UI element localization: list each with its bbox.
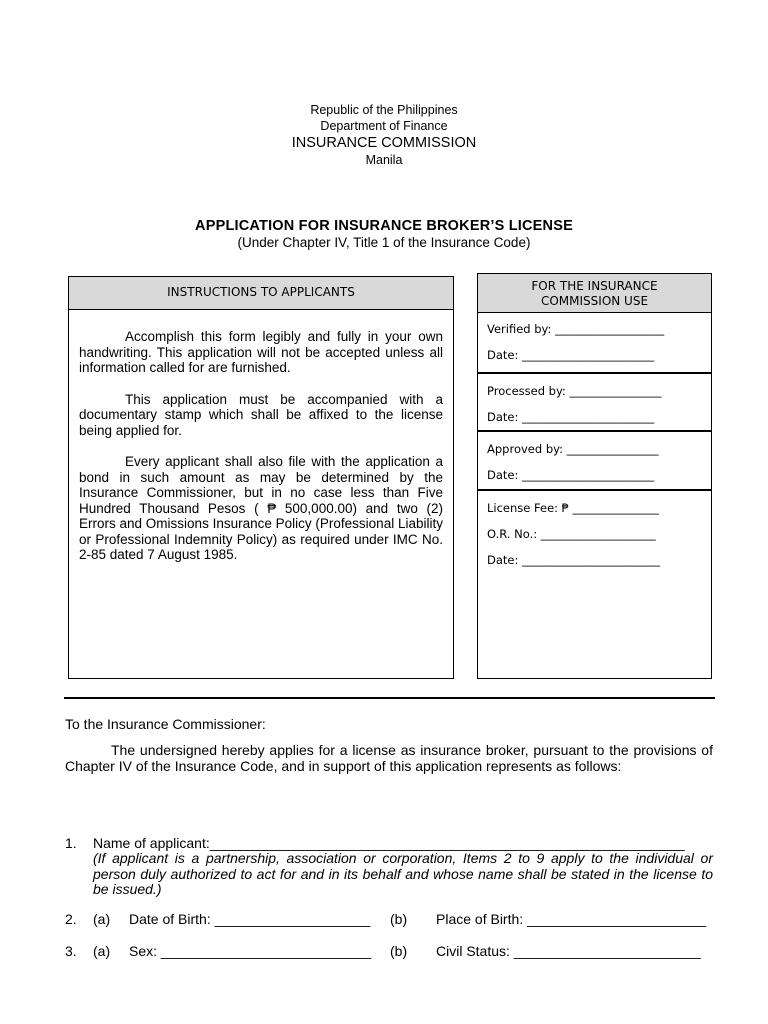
intro-paragraph: The undersigned hereby applies for a license as insurance broker, pursuant to the provisions of Chapter IV of the Insurance Code, and in support of this application represents as follows:: [65, 742, 713, 774]
verified-by-field[interactable]: Verified by: ___________________: [487, 322, 665, 336]
item-number: 1.: [65, 835, 77, 851]
approved-by-field[interactable]: Approved by: ________________: [487, 442, 659, 456]
form-title: APPLICATION FOR INSURANCE BROKER’S LICENSE: [195, 218, 573, 234]
civil-status-field[interactable]: Civil Status: ________________________: [436, 943, 701, 959]
instructions-body: [79, 329, 443, 579]
item-number: 3.: [65, 943, 77, 959]
fee-date-field[interactable]: Date: ________________________: [487, 553, 661, 567]
date-of-birth-field[interactable]: Date of Birth: ____________________: [129, 911, 371, 927]
item-letter: (a): [93, 943, 111, 959]
processed-date-field[interactable]: Date: _______________________: [487, 410, 655, 424]
salutation: To the Insurance Commissioner:: [65, 716, 266, 732]
name-of-applicant-field[interactable]: Name of applicant:_____________________________________________________________: [93, 835, 685, 851]
office-use-heading-line1: FOR THE INSURANCE: [531, 279, 658, 293]
item-letter: (a): [93, 911, 111, 927]
item-number: 2.: [65, 911, 77, 927]
item-letter: (b): [390, 911, 408, 927]
license-fee-field[interactable]: License Fee: ₱ _______________: [487, 501, 659, 515]
form-subtitle: (Under Chapter IV, Title 1 of the Insurance Code): [237, 235, 531, 250]
office-use-heading: [477, 273, 712, 313]
item-letter: (b): [390, 943, 408, 959]
or-number-field[interactable]: O.R. No.: ____________________: [487, 527, 656, 541]
header-commission: INSURANCE COMMISSION: [291, 135, 477, 151]
office-divider: [477, 372, 712, 374]
instruction-paragraph: Accomplish this form legibly and fully in your own handwriting. This application will not be accepted unless all information called for are furnished.: [79, 329, 443, 375]
item1-note: (If applicant is a partnership, association or corporation, Items 2 to 9 apply to the individual or person duly authorized to act for and in its behalf and whose name shall be stated in the license to be issued.): [93, 850, 713, 897]
instructions-heading: INSTRUCTIONS TO APPLICANTS: [68, 276, 454, 310]
header-republic: Republic of the Philippines: [310, 103, 458, 117]
instruction-paragraph: Every applicant shall also file with the application a bond in such amount as may be determined by the Insurance Commissioner, but in no case less than Five Hundred Thousand Pesos ( ₱ 500,000.00) and two (2) Errors and Omissions Insurance Policy (Professional Liability or Professional Indemnity Policy) as required under IMC No. 2-85 dated 7 August 1985.: [79, 454, 443, 562]
processed-by-field[interactable]: Processed by: ________________: [487, 384, 662, 398]
approved-date-field[interactable]: Date: _______________________: [487, 468, 655, 482]
office-use-heading-line2: COMMISSION USE: [540, 294, 649, 308]
verified-date-field[interactable]: Date: _______________________: [487, 348, 655, 362]
header-city: Manila: [365, 153, 403, 167]
place-of-birth-field[interactable]: Place of Birth: _______________________: [436, 911, 707, 927]
office-divider: [477, 489, 712, 491]
office-divider: [477, 430, 712, 432]
section-divider: [64, 697, 715, 699]
sex-field[interactable]: Sex: ___________________________: [129, 943, 372, 959]
instruction-paragraph: This application must be accompanied with a documentary stamp which shall be affixed to the license being applied for.: [79, 391, 443, 438]
header-department: Department of Finance: [320, 119, 448, 133]
